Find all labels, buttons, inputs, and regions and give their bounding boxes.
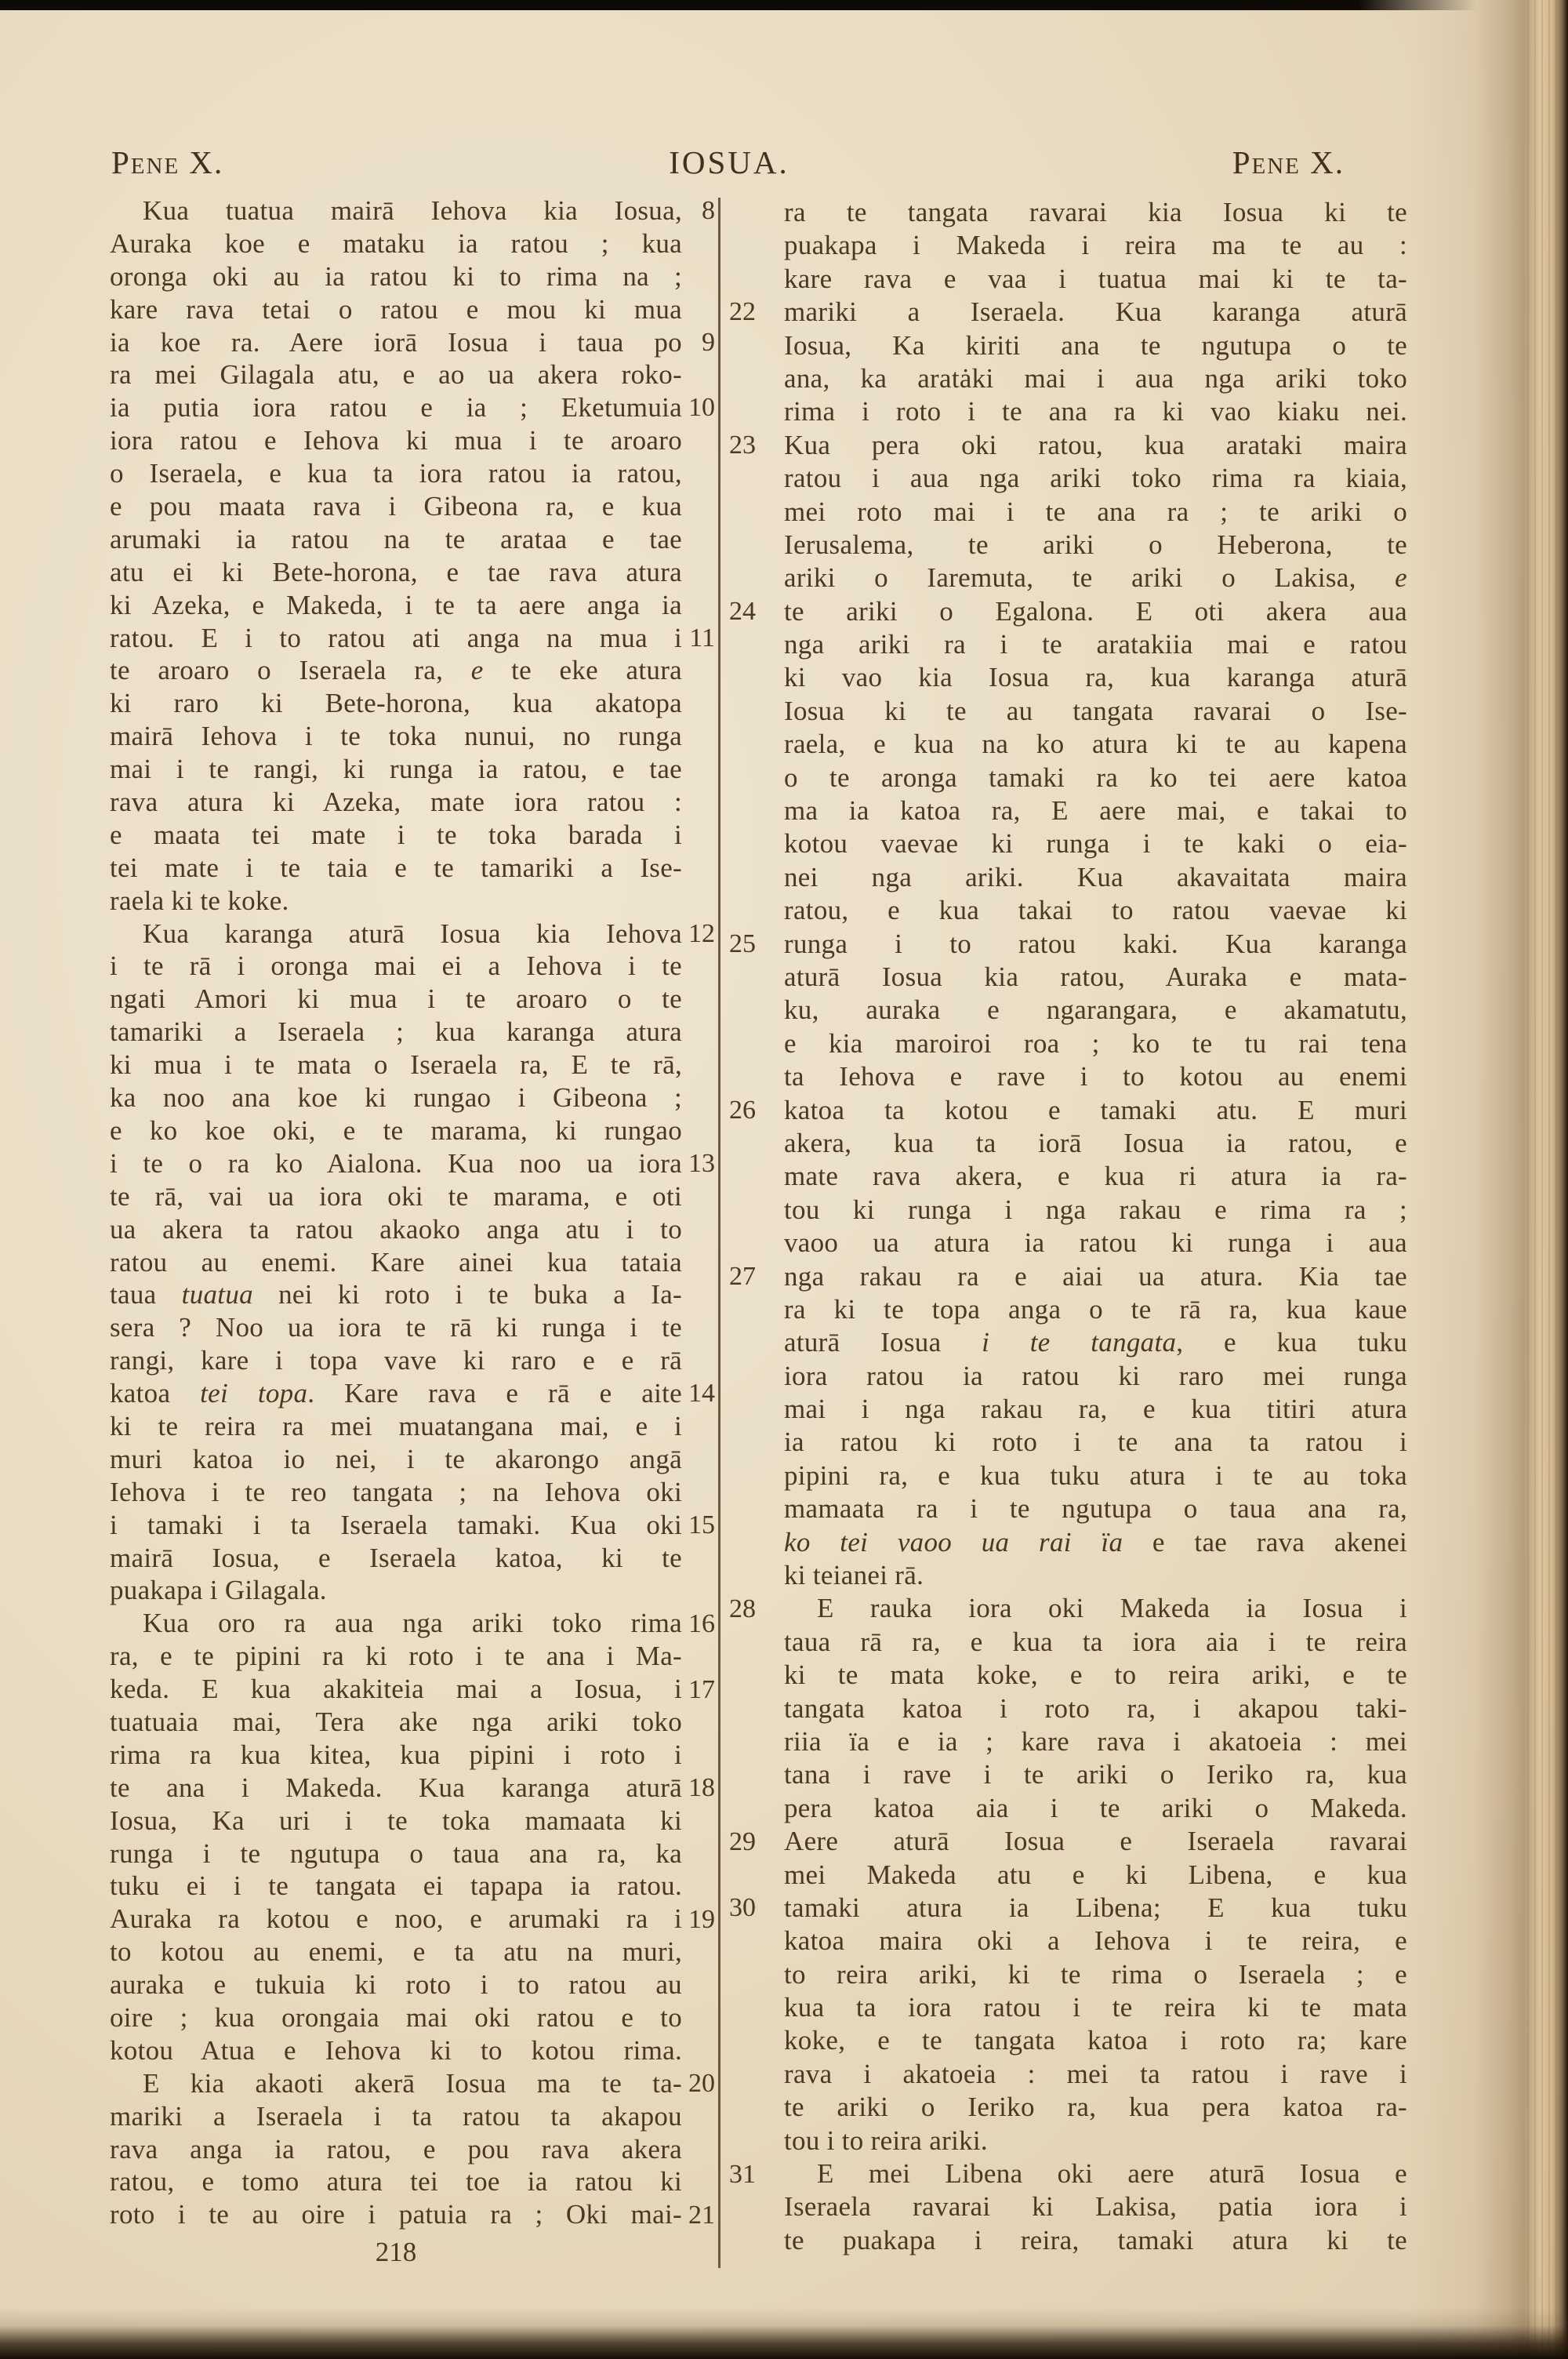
text-line: tamariki a Iseraela ; kua karanga atura (110, 1016, 682, 1048)
text-line: e maata tei mate i te toka barada i (110, 819, 682, 850)
text-line: mariki a Iseraela i ta ratou ta akapou (110, 2100, 682, 2132)
text-line: e pou maata rava i Gibeona ra, e kua (110, 491, 682, 522)
text-line: ariki o Iaremuta, te ariki o Lakisa, e (784, 562, 1407, 594)
verse-number-left-column: 8 (702, 196, 715, 225)
verse-number-right-column: 24 (729, 596, 756, 626)
text-line: ratou, e tomo atura tei toe ia ratou ki (110, 2166, 682, 2197)
text-line: nga rakau ra e aiai ua atura. Kia tae (784, 1260, 1407, 1292)
verse-number-left-column: 15 (688, 1510, 715, 1539)
text-line: kua ta iora ratou i te reira ki te mata (784, 1992, 1407, 2023)
verse-number-right-column: 31 (729, 2159, 756, 2189)
text-line: e kia maroiroi roa ; ko te tu rai tena (784, 1027, 1407, 1059)
text-line: muri katoa io nei, i te akarongo angā (110, 1443, 682, 1474)
text-line: taua tuatua nei ki roto i te buka a Ia- (110, 1279, 682, 1310)
text-line: riia ïa e ia ; kare rava i akatoeia : mei (784, 1725, 1407, 1757)
verse-number-right-column: 29 (729, 1826, 756, 1856)
text-line: Auraka koe e mataku ia ratou ; kua (110, 227, 682, 259)
text-line: ka noo ana koe ki rungao i Gibeona ; (110, 1082, 682, 1114)
text-line: o Iseraela, e kua ta iora ratou ia ratou, (110, 458, 682, 489)
text-line: ko tei vaoo ua rai ïa e tae rava akenei (784, 1526, 1408, 1558)
text-line: te aroaro o Iseraela ra, e te eke atura (110, 655, 682, 686)
text-line: ki te mata koke, e to reira ariki, e te (784, 1659, 1407, 1691)
text-line: Iseraela ravarai ki Lakisa, patia iora i (784, 2191, 1407, 2223)
text-line: te puakapa i reira, tamaki atura ki te (784, 2224, 1407, 2255)
text-line: puakapa i Makeda i reira ma te au : (784, 230, 1407, 261)
text-line: iora ratou e Iehova ki mua i te aroaro (110, 425, 682, 456)
verse-number-left-column: 10 (688, 393, 715, 423)
verse-number-left-column: 13 (688, 1149, 715, 1179)
text-line: ua akera ta ratou akaoko anga atu i to (110, 1213, 682, 1245)
text-line: Auraka ra kotou e noo, e arumaki ra i (110, 1903, 682, 1935)
column-divider-rule (718, 198, 720, 2268)
text-line: te ariki o Ieriko ra, kua pera katoa ra- (784, 2092, 1407, 2123)
text-line: Ierusalema, te ariki o Heberona, te (784, 529, 1407, 560)
text-line: ngati Amori ki mua i te aroaro o te (110, 983, 682, 1015)
verse-number-right-column: 23 (729, 430, 756, 460)
text-line: tana i rave i te ariki o Ieriko ra, kua (784, 1759, 1407, 1790)
text-line: ku, auraka e ngarangara, e akamatutu, (784, 994, 1407, 1026)
text-line: ki mua i te mata o Iseraela ra, E te rā, (110, 1049, 682, 1081)
text-line: raela ki te koke. (110, 885, 289, 916)
text-line: to reira ariki, ki te rima o Iseraela ; e (784, 1958, 1407, 1990)
page-number: 218 (375, 2237, 417, 2267)
text-line: ia koe ra. Aere iorā Iosua i taua po (110, 326, 682, 358)
text-line: taua rā ra, e kua ta iora aia i te reira (784, 1626, 1407, 1657)
text-line: Kua karanga aturā Iosua kia Iehova (143, 918, 682, 949)
text-line: i te o ra ko Aialona. Kua noo ua iora (110, 1147, 682, 1179)
text-line: tangata katoa i roto ra, i akapou taki- (784, 1692, 1407, 1724)
text-line: kotou vaevae ki runga i te kaki o eia- (784, 828, 1407, 860)
verse-number-right-column: 30 (729, 1893, 756, 1923)
text-line: ratou i aua nga ariki toko rima ra kiaia, (784, 463, 1407, 494)
text-line: ratou, e kua takai to ratou vaevae ki (784, 895, 1407, 926)
text-line: ra ki te topa anga o te rā ra, kua kaue (784, 1293, 1407, 1325)
text-line: Iosua, Ka uri i te toka mamaata ki (110, 1805, 682, 1836)
text-line: kotou Atua e Iehova ki to kotou rima. (110, 2034, 682, 2066)
text-line: te ana i Makeda. Kua karanga aturā (110, 1772, 682, 1803)
text-line: E mei Libena oki aere aturā Iosua e (817, 2158, 1407, 2190)
text-line: rava anga ia ratou, e pou rava akera (110, 2133, 682, 2165)
text-line: E rauka iora oki Makeda ia Iosua i (817, 1593, 1407, 1624)
text-line: roto i te au oire i patuia ra ; Oki mai- (110, 2199, 682, 2230)
text-line: auraka e tukuia ki roto i to ratou au (110, 1969, 682, 2001)
text-line: runga i to ratou kaki. Kua karanga (784, 928, 1407, 959)
text-line: Iehova i te reo tangata ; na Iehova oki (110, 1476, 682, 1507)
verse-number-right-column: 22 (729, 297, 756, 327)
text-line: rangi, kare i topa vave ki raro e e rā (110, 1345, 682, 1376)
text-line: te ariki o Egalona. E oti akera aua (784, 595, 1407, 627)
text-line: e ko koe oki, e te marama, ki rungao (110, 1114, 682, 1146)
text-line: ki vao kia Iosua ra, kua karanga aturā (784, 662, 1407, 693)
text-line: ki Azeka, e Makeda, i te ta aere anga ia (110, 589, 682, 620)
text-line: Kua oro ra aua nga ariki toko rima (143, 1608, 682, 1639)
text-line: kare rava e vaa i tuatua mai ki te ta- (784, 263, 1407, 294)
text-line: mai i te rangi, ki runga ia ratou, e tae (110, 754, 682, 785)
text-line: mairā Iehova i te toka nunui, no runga (110, 721, 682, 752)
text-line: tuatuaia mai, Tera ake nga ariki toko (110, 1706, 682, 1737)
text-line: Aere aturā Iosua e Iseraela ravarai (784, 1826, 1407, 1857)
verse-number-left-column: 11 (689, 623, 715, 652)
text-line: kare rava tetai o ratou e mou ki mua (110, 293, 682, 325)
text-line: rima ra kua kitea, kua pipini i roto i (110, 1739, 682, 1770)
text-line: mei Makeda atu e ki Libena, e kua (784, 1859, 1407, 1890)
verse-number-left-column: 16 (688, 1608, 715, 1638)
page-edge-shadow-right (1411, 0, 1568, 2359)
photo-edge-bottom (0, 2307, 1568, 2359)
text-line: koke, e te tangata katoa i roto ra; kare (784, 2025, 1407, 2056)
text-line: ia putia iora ratou e ia ; Eketumuia (110, 392, 682, 423)
text-line: mai i nga rakau ra, e kua titiri atura (784, 1394, 1407, 1425)
text-line: ra mei Gilagala atu, e ao ua akera roko- (110, 359, 682, 391)
text-line: oire ; kua orongaia mai oki ratou e to (110, 2001, 682, 2033)
book-title: IOSUA. (669, 144, 789, 180)
verse-number-left-column: 20 (688, 2069, 715, 2099)
text-line: mamaata ra i te ngutupa o taua ana ra, (784, 1493, 1407, 1525)
text-line: akera, kua ta iorā Iosua ia ratou, e (784, 1127, 1407, 1158)
text-line: ra te tangata ravarai kia Iosua ki te (784, 197, 1407, 227)
text-column-left (110, 194, 682, 2231)
verse-number-left-column: 14 (688, 1379, 715, 1408)
text-line: ki teianei rā. (784, 1560, 924, 1591)
running-head-left: Pene X. (111, 144, 224, 180)
text-line: ratou. E i to ratou ati anga na mua i (110, 622, 682, 653)
photo-edge-top (0, 0, 1477, 10)
text-line: oronga oki au ia ratou ki to rima na ; (110, 260, 682, 292)
text-line: o te aronga tamaki ra ko tei aere katoa (784, 761, 1407, 793)
text-line: ki raro ki Bete-horona, kua akatopa (110, 688, 682, 719)
text-line: Kua pera oki ratou, kua arataki maira (784, 429, 1407, 460)
text-line: Iosua ki te au tangata ravarai o Ise- (784, 695, 1407, 726)
text-line: to kotou au enemi, e ta atu na muri, (110, 1936, 682, 1968)
text-line: pera katoa aia i te ariki o Makeda. (784, 1792, 1407, 1823)
text-line: ta Iehova e rave i to kotou au enemi (784, 1061, 1407, 1092)
text-line: tou ki runga i nga rakau e rima ra ; (784, 1194, 1407, 1225)
text-column-right (784, 196, 1407, 2257)
text-line: aturā Iosua kia ratou, Auraka e mata- (784, 961, 1407, 992)
text-line: ma ia katoa ra, E aere mai, e takai to (784, 795, 1407, 827)
page-fore-edge-lines (1527, 0, 1559, 2359)
text-line: katoa tei topa. Kare rava e rā e aite (110, 1378, 683, 1409)
text-line: vaoo ua atura ia ratou ki runga i aua (784, 1227, 1407, 1259)
text-line: ratou au enemi. Kare ainei kua tataia (110, 1246, 682, 1278)
text-line: raela, e kua na ko atura ki te au kapena (784, 729, 1407, 760)
text-line: runga i te ngutupa o taua ana ra, ka (110, 1837, 682, 1869)
verse-number-right-column: 28 (729, 1594, 756, 1623)
verse-number-right-column: 26 (729, 1095, 756, 1125)
text-line: nga ariki ra i te aratakiia mai e ratou (784, 629, 1407, 660)
verse-number-left-column: 19 (688, 1904, 715, 1934)
text-line: keda. E kua akakiteia mai a Iosua, i (110, 1674, 682, 1705)
text-line: tuku ei i te tangata ei tapapa ia ratou. (110, 1870, 682, 1902)
text-line: E kia akaoti akerā Iosua ma te ta- (143, 2067, 682, 2099)
text-line: aturā Iosua i te tangata, e kua tuku (784, 1327, 1407, 1358)
text-line: mairā Iosua, e Iseraela katoa, ki te (110, 1542, 682, 1573)
text-line: mariki a Iseraela. Kua karanga aturā (784, 296, 1407, 328)
verse-number-left-column: 9 (702, 327, 715, 357)
verse-number-left-column: 18 (688, 1773, 715, 1803)
text-line: Iosua, Ka kiriti ana te ngutupa o te (784, 329, 1407, 361)
text-line: iora ratou ia ratou ki raro mei runga (784, 1360, 1407, 1391)
verse-number-left-column: 21 (688, 2200, 715, 2230)
text-line: puakapa i Gilagala. (110, 1575, 327, 1606)
text-line: tei mate i te taia e te tamariki a Ise- (110, 852, 682, 883)
text-line: ia ratou ki roto i te ana ta ratou i (784, 1427, 1407, 1458)
text-line: ana, ka aratȧki mai i aua nga ariki toko (784, 362, 1407, 394)
text-line: rima i roto i te ana ra ki vao kiaku nei. (784, 396, 1407, 427)
text-line: Kua tuatua mairā Iehova kia Iosua, (143, 195, 682, 226)
text-line: katoa ta kotou e tamaki atu. E muri (784, 1094, 1407, 1125)
text-line: ki te reira ra mei muatangana mai, e i (110, 1410, 682, 1441)
text-line: nei nga ariki. Kua akavaitata maira (784, 861, 1407, 892)
verse-number-right-column: 27 (729, 1261, 756, 1291)
text-line: tou i to reira ariki. (784, 2125, 988, 2156)
verse-number-right-column: 25 (729, 929, 756, 958)
text-line: katoa maira oki a Iehova i te reira, e (784, 1925, 1407, 1957)
text-line: mate rava akera, e kua ri atura ia ra- (784, 1161, 1407, 1192)
verse-number-left-column: 12 (688, 918, 715, 948)
text-line: atu ei ki Bete-horona, e tae rava atura (110, 556, 682, 587)
running-head-right: Pene X. (1232, 144, 1345, 180)
text-line: te rā, vai ua iora oki te marama, e oti (110, 1180, 682, 1212)
text-line: tamaki atura ia Libena; E kua tuku (784, 1892, 1407, 1923)
verse-number-left-column: 17 (688, 1674, 715, 1704)
text-line: rava atura ki Azeka, mate iora ratou : (110, 787, 682, 818)
text-line: i te rā i oronga mai ei a Iehova i te (110, 951, 682, 982)
text-line: rava i akatoeia : mei ta ratou i rave i (784, 2058, 1407, 2089)
text-line: ra, e te pipini ra ki roto i te ana i Ma- (110, 1641, 682, 1672)
text-line: sera ? Noo ua iora te rā ki runga i te (110, 1312, 682, 1343)
text-line: mei roto mai i te ana ra ; te ariki o (784, 496, 1407, 527)
text-line: i tamaki i ta Iseraela tamaki. Kua oki (110, 1509, 682, 1540)
text-line: arumaki ia ratou na te arataa e tae (110, 523, 682, 554)
text-line: pipini ra, e kua tuku atura i te au toka (784, 1459, 1407, 1491)
